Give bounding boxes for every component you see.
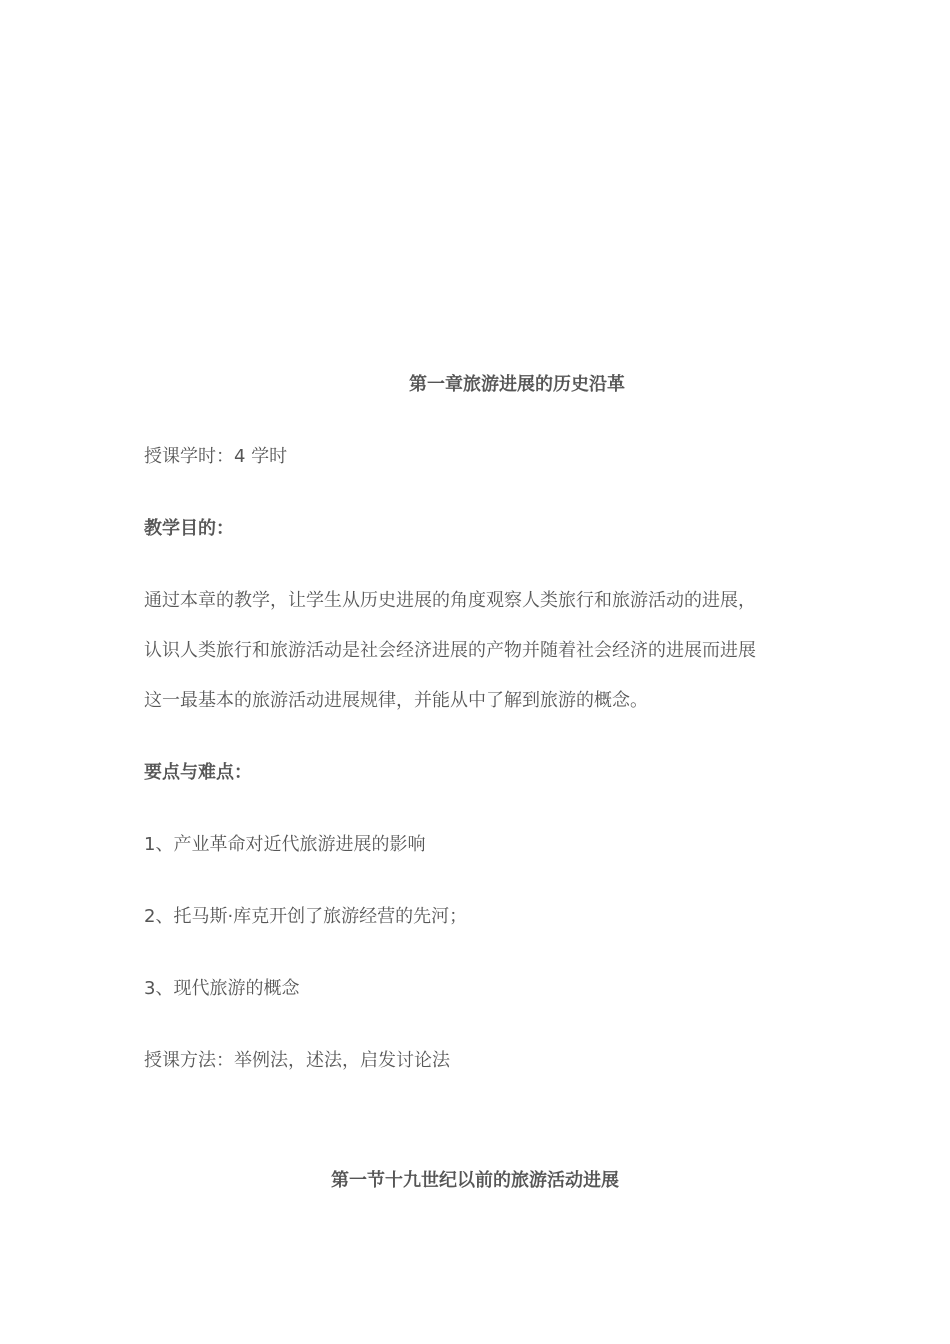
keypoint-item: 1、产业革命对近代旅游进展的影响 <box>144 834 426 855</box>
objective-line: 这一最基本的旅游活动进展规律，并能从中了解到旅游的概念。 <box>144 690 648 711</box>
section-title: 第一节十九世纪以前的旅游活动进展 <box>331 1170 619 1191</box>
keypoint-item: 2、托马斯·库克开创了旅游经营的先河； <box>144 906 468 927</box>
objective-line: 认识人类旅行和旅游活动是社会经济进展的产物并随着社会经济的进展而进展 <box>144 640 756 661</box>
chapter-title: 第一章旅游进展的历史沿革 <box>409 374 625 395</box>
keypoints-heading: 要点与难点： <box>144 762 252 783</box>
objective-heading: 教学目的： <box>144 518 234 539</box>
objective-line: 通过本章的教学，让学生从历史进展的角度观察人类旅行和旅游活动的进展， <box>144 590 756 611</box>
teaching-methods: 授课方法：举例法，述法，启发讨论法 <box>144 1050 450 1071</box>
keypoint-item: 3、现代旅游的概念 <box>144 978 300 999</box>
teaching-hours: 授课学时：4 学时 <box>144 446 288 467</box>
